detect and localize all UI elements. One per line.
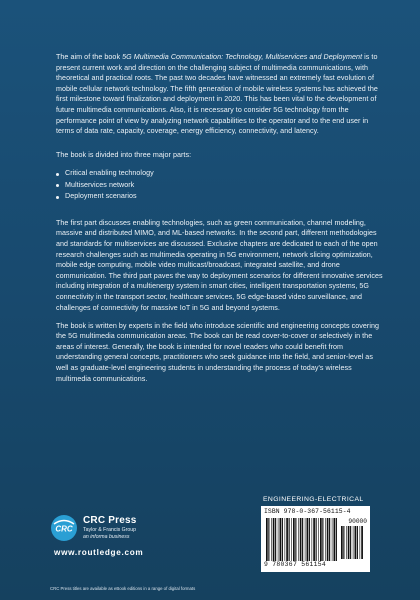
isbn-text: ISBN 978-0-367-56115-4 xyxy=(264,508,351,515)
intro-paragraph xyxy=(56,52,384,137)
category-label: ENGINEERING-ELECTRICAL xyxy=(263,496,364,503)
publisher-block xyxy=(50,514,250,574)
ebook-note: CRC Press titles are available as eBook editions in a range of digital formats xyxy=(50,586,196,591)
blurb xyxy=(56,52,384,392)
barcode-digits: 9 780367 561154 xyxy=(264,561,327,568)
crc-logo-text: CRC xyxy=(55,524,73,534)
list-item: Multiservices network xyxy=(56,180,384,192)
barcode-bars xyxy=(266,518,338,562)
parts-list xyxy=(56,168,384,203)
list-item: Deployment scenarios xyxy=(56,191,384,203)
parts-paragraph: The first part discusses enabling technologies, such as green communication, channel modeling, massive and distributed MIMO, and ML-based networks. In the second part, different methodologies and standards for multiservices are discussed. Exclusive chapters are dedicated to each of the open research challenges such as multimedia operating in 5G environment, network slicing optimization, mobile edge computing, mobile video multicast/broadcast, integrated satellite, and drone communication. The third part paves the way to deployment scenarios for different innovative services including integration of a multienergy system in smart cities, intelligent transportation systems, 5G connectivity in the transport sector, healthcare services, 5G edge-based video surveillance, and challenges of connectivity for massive IoT in 5G and beyond systems. xyxy=(56,218,383,312)
publisher-business: an informa business xyxy=(83,534,130,540)
list-item: Critical enabling technology xyxy=(56,168,384,180)
publisher-url[interactable]: www.routledge.com xyxy=(54,548,144,557)
price-barcode-bars xyxy=(341,526,365,562)
crc-logo-icon xyxy=(50,514,78,542)
intro-rest: is to present current work and direction on the challenging subject of multimedia communications, with theoretical and practical roots. The past two decades have witnessed an extremely fast evolution of mobile cellular network technology. The fifth generation of mobile wireless systems has achieved the first milestone toward finalization and deployment in 2020. This has been vital to the development of future multimedia communications. Also, it is necessary to consider 5G technology from the performance point of view by analyzing network capabilities to the operator and to the end user in terms of data rate, capacity, coverage, energy efficiency, connectivity, and latency. xyxy=(56,53,378,136)
price-code: 90000 xyxy=(348,518,367,525)
parts-intro: The book is divided into three major parts: xyxy=(56,151,192,160)
audience-paragraph: The book is written by experts in the field who introduce scientific and engineering concepts covering the 5G multimedia communication areas. The book can be read cover-to-cover or selectively in the areas of interest. Generally, the book is intended for novel readers who could benefit from understanding general concepts, practitioners who seek guidance into the field, and senior-level as well as graduate-level engineering students in understanding the process of today's wireless multimedia communications. xyxy=(56,321,380,383)
publisher-group: Taylor & Francis Group xyxy=(83,527,137,533)
book-title-italic: 5G Multimedia Communication: Technology, Multiservices and Deployment xyxy=(122,53,363,61)
publisher-name: CRC Press xyxy=(83,515,137,526)
intro-lead: The aim of the book xyxy=(56,53,123,61)
barcode-box xyxy=(261,506,370,572)
